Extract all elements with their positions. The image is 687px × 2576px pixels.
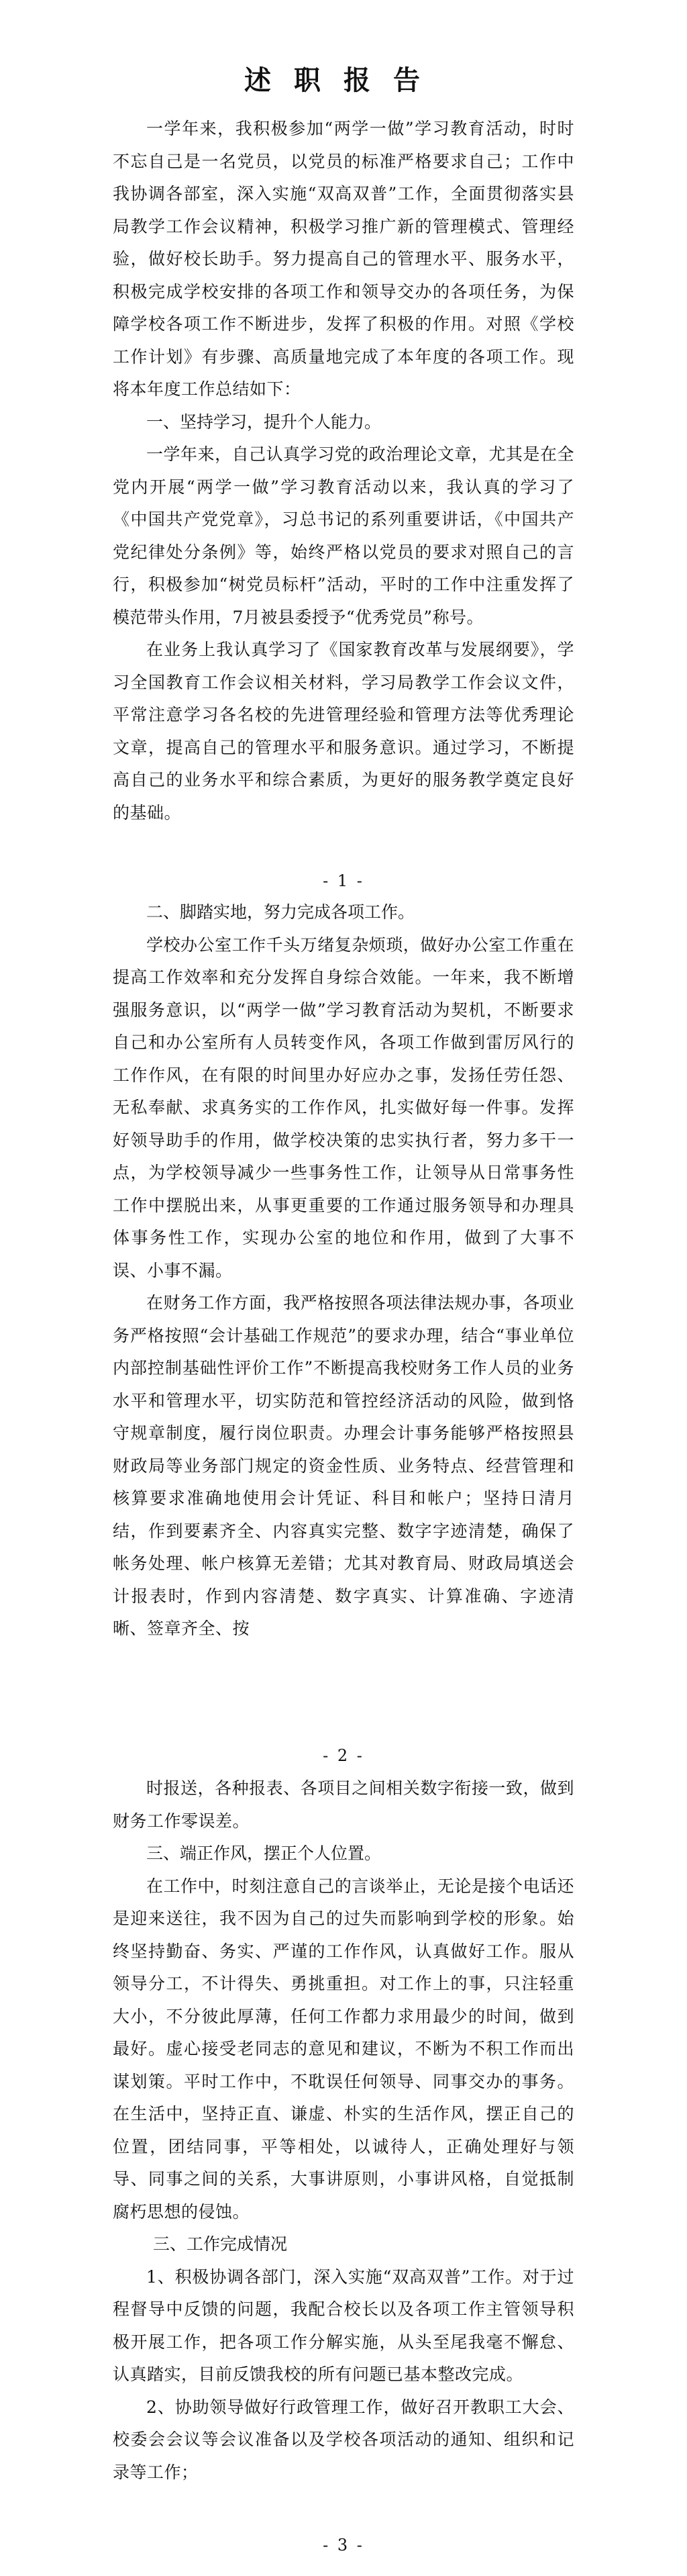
section-heading-2: 二、脚踏实地，努力完成各项工作。 bbox=[146, 902, 415, 922]
study-paragraph-2: 在业务上我认真学习了《国家教育改革与发展纲要》，学习全国教育工作会议相关材料，学习局教学工作会议文件，平常注意学习各名校的先进管理经验和管理方法等优秀理论文章，提高自己的管理水平和服务意识。通过学习，不断提高自己的业务水平和综合素质，为更好的服务教学奠定良好的基础。 bbox=[113, 640, 574, 822]
finance-work-paragraph: 在财务工作方面，我严格按照各项法律法规办事，各项业务严格按照“会计基础工作规范”的要求办理，结合“事业单位内部控制基础性评价工作”不断提高我校财务工作人员的业务水平和管理水平，切实防范和管控经济活动的风险，做到恪守规章制度，履行岗位职责。办理会计事务能够严格按照县财政局等业务部门规定的资金性质、业务特点、经营管理和核算要求准确地使用会计凭证、科目和帐户；坚持日清月结，作到要素齐全、内容真实完整、数字字迹清楚，确保了帐务处理、帐户核算无差错；尤其对教育局、财政局填送会计报表时，作到内容清楚、数字真实、计算准确、字迹清晰、签章齐全、按 bbox=[113, 1293, 574, 1638]
finance-continued-paragraph: 时报送，各种报表、各项目之间相关数字衔接一致，做到财务工作零误差。 bbox=[113, 1778, 574, 1831]
completion-item-2: 2、协助领导做好行政管理工作，做好召开教职工大会、校委会会议等会议准备以及学校各项活动的通知、组织和记录等工作； bbox=[113, 2397, 574, 2482]
section-heading-1: 一、坚持学习，提升个人能力。 bbox=[146, 412, 382, 432]
page-number-2: - 2 - bbox=[323, 1746, 364, 1765]
study-paragraph-1: 一学年来，自己认真学习党的政治理论文章，尤其是在全党内开展“两学一做”学习教育活动以来，我认真的学习了《中国共产党党章》，习总书记的系列重要讲话，《中国共产党纪律处分条例》等，始终严格以党员的要求对照自己的言行，积极参加“树党员标杆”活动，平时的工作中注重发挥了模范带头作用，7月被县委授予“优秀党员”称号。 bbox=[113, 444, 574, 627]
section-heading-4: 三、工作完成情况 bbox=[153, 2234, 288, 2254]
intro-paragraph: 一学年来，我积极参加“两学一做”学习教育活动，时时不忘自己是一名党员，以党员的标准严格要求自己；工作中我协调各部室，深入实施“双高双普”工作，全面贯彻落实县局教学工作会议精神，积极学习推广新的管理模式、管理经验，做好校长助手。努力提高自己的管理水平、服务水平，积极完成学校安排的各项工作和领导交办的各项任务，为保障学校各项工作不断进步，发挥了积极的作用。对照《学校工作计划》有步骤、高质量地完成了本年度的各项工作。现将本年度工作总结如下： bbox=[113, 119, 574, 399]
section-heading-3: 三、端正作风，摆正个人位置。 bbox=[146, 1844, 382, 1863]
office-work-paragraph: 学校办公室工作千头万绪复杂烦琐，做好办公室工作重在提高工作效率和充分发挥自身综合效能。一年来，我不断增强服务意识，以“两学一做”学习教育活动为契机，不断要求自己和办公室所有人员转变作风，各项工作做到雷厉风行的工作作风，在有限的时间里办好应办之事，发扬任劳任怨、无私奉献、求真务实的工作作风，扎实做好每一件事。发挥好领导助手的作用，做学校决策的忠实执行者，努力多干一点，为学校领导减少一些事务性工作，让领导从日常事务性工作中摆脱出来，从事更重要的工作通过服务领导和办理具体事务性工作，实现办公室的地位和作用，做到了大事不误、小事不漏。 bbox=[113, 935, 574, 1280]
report-title: 述职报告 bbox=[244, 64, 443, 96]
page-1-body bbox=[113, 113, 574, 829]
conduct-paragraph: 在工作中，时刻注意自己的言谈举止，无论是接个电话还是迎来送往，我不因为自己的过失而影响到学校的形象。始终坚持勤奋、务实、严谨的工作作风，认真做好工作。服从领导分工，不计得失、勇挑重担。对工作上的事，只注轻重大小，不分彼此厚薄，任何工作都力求用最少的时间，做到最好。虚心接受老同志的意见和建议，不断为不积工作而出谋划策。平时工作中，不耽误任何领导、同事交办的事务。在生活中，坚持正直、谦虚、朴实的生活作风，摆正自己的位置，团结同事，平等相处，以诚待人，正确处理好与领导、同事之间的关系，大事讲原则，小事讲风格，自觉抵制腐朽思想的侵蚀。 bbox=[113, 1876, 574, 2222]
completion-item-1: 1、积极协调各部门，深入实施“双高双普”工作。对于过程督导中反馈的问题，我配合校长以及各项工作主管领导积极开展工作，把各项工作分解实施，从头至尾我毫不懈怠、认真踏实，目前反馈我校的所有问题已基本整改完成。 bbox=[113, 2267, 574, 2384]
page-2-body bbox=[113, 896, 574, 1645]
page-3-body bbox=[113, 1772, 574, 2489]
page-number-1: - 1 - bbox=[323, 871, 364, 890]
page-number-3: - 3 - bbox=[323, 2536, 364, 2555]
